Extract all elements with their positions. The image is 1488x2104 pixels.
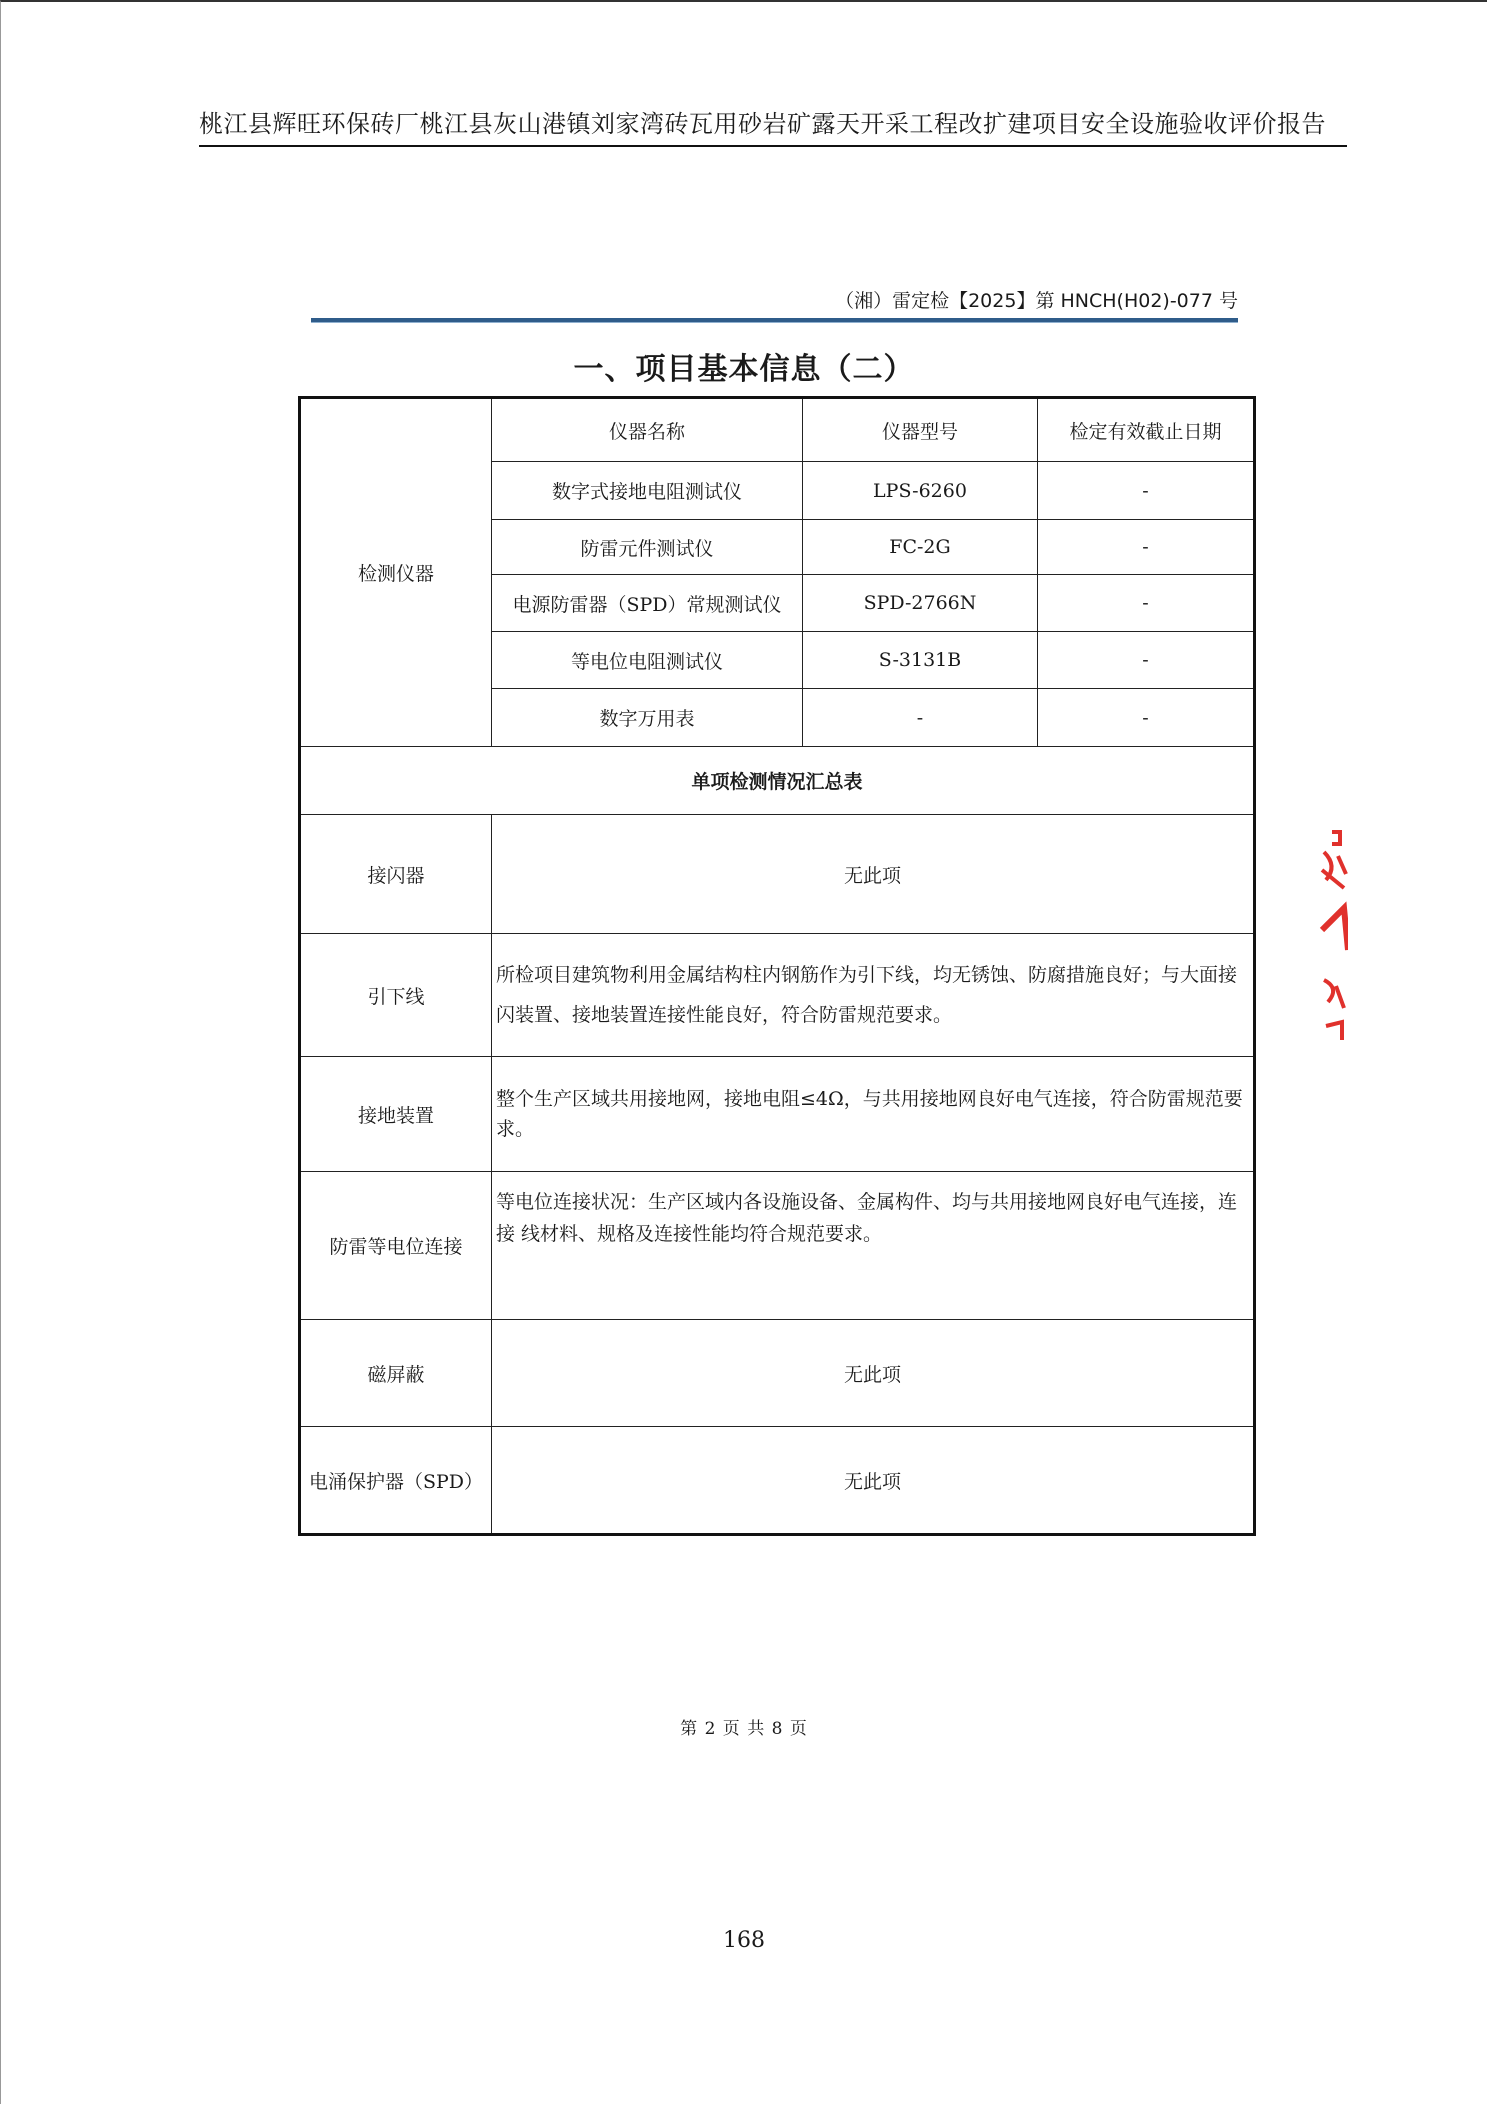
instrument-name: 数字万用表 bbox=[492, 689, 803, 747]
summary-row bbox=[300, 1427, 1255, 1535]
instrument-model: FC-2G bbox=[803, 520, 1038, 575]
instrument-expiry: - bbox=[1038, 462, 1255, 520]
summary-title-row bbox=[300, 747, 1255, 815]
summary-label: 接闪器 bbox=[300, 815, 492, 934]
summary-label: 磁屏蔽 bbox=[300, 1320, 492, 1427]
footer-page-info: 第 2 页 共 8 页 bbox=[680, 1719, 808, 1739]
instrument-expiry: - bbox=[1038, 689, 1255, 747]
instrument-model: S-3131B bbox=[803, 632, 1038, 689]
summary-row bbox=[300, 815, 1255, 934]
ref-divider bbox=[311, 318, 1238, 323]
instrument-name: 数字式接地电阻测试仪 bbox=[492, 462, 803, 520]
instrument-expiry: - bbox=[1038, 632, 1255, 689]
summary-text: 等电位连接状况：生产区域内各设施设备、金属构件、均与共用接地网良好电气连接，连接 线材料、规格及连接性能均符合规范要求。 bbox=[492, 1172, 1255, 1320]
summary-text: 整个生产区域共用接地网，接地电阻≤4Ω，与共用接地网良好电气连接，符合防雷规范要求。 bbox=[492, 1057, 1255, 1172]
official-seal-stamp bbox=[1318, 830, 1348, 1050]
report-header: 桃江县辉旺环保砖厂桃江县灰山港镇刘家湾砖瓦用砂岩矿露天开采工程改扩建项目安全设施验收评价报告 bbox=[199, 104, 1347, 147]
seal-stamp-icon bbox=[1318, 830, 1348, 1050]
summary-row bbox=[300, 1057, 1255, 1172]
page-number: 168 bbox=[723, 1928, 765, 1953]
summary-label: 接地装置 bbox=[300, 1057, 492, 1172]
summary-text: 无此项 bbox=[492, 1427, 1255, 1535]
project-info-table bbox=[298, 396, 1256, 1536]
column-header-name: 仪器名称 bbox=[492, 398, 803, 462]
summary-text: 无此项 bbox=[492, 1320, 1255, 1427]
summary-label: 电涌保护器（SPD） bbox=[300, 1427, 492, 1535]
instrument-name: 等电位电阻测试仪 bbox=[492, 632, 803, 689]
column-header-expiry: 检定有效截止日期 bbox=[1038, 398, 1255, 462]
section-title: 一、项目基本信息（二） bbox=[573, 352, 915, 387]
summary-row bbox=[300, 1320, 1255, 1427]
instrument-expiry: - bbox=[1038, 575, 1255, 632]
instrument-name: 防雷元件测试仪 bbox=[492, 520, 803, 575]
summary-row bbox=[300, 1172, 1255, 1320]
summary-text: 无此项 bbox=[492, 815, 1255, 934]
instrument-name: 电源防雷器（SPD）常规测试仪 bbox=[492, 575, 803, 632]
summary-text: 所检项目建筑物利用金属结构柱内钢筋作为引下线，均无锈蚀、防腐措施良好；与大面接闪装置、接地装置连接性能良好，符合防雷规范要求。 bbox=[492, 934, 1255, 1057]
instrument-header-row bbox=[300, 398, 1255, 462]
summary-row bbox=[300, 934, 1255, 1057]
summary-title: 单项检测情况汇总表 bbox=[300, 747, 1255, 815]
column-header-model: 仪器型号 bbox=[803, 398, 1038, 462]
instrument-group-label: 检测仪器 bbox=[300, 398, 492, 747]
instrument-expiry: - bbox=[1038, 520, 1255, 575]
instrument-model: - bbox=[803, 689, 1038, 747]
summary-label: 防雷等电位连接 bbox=[300, 1172, 492, 1320]
instrument-model: SPD-2766N bbox=[803, 575, 1038, 632]
certificate-ref-number: （湘）雷定检【2025】第 HNCH(H02)-077 号 bbox=[835, 290, 1238, 312]
instrument-model: LPS-6260 bbox=[803, 462, 1038, 520]
summary-label: 引下线 bbox=[300, 934, 492, 1057]
